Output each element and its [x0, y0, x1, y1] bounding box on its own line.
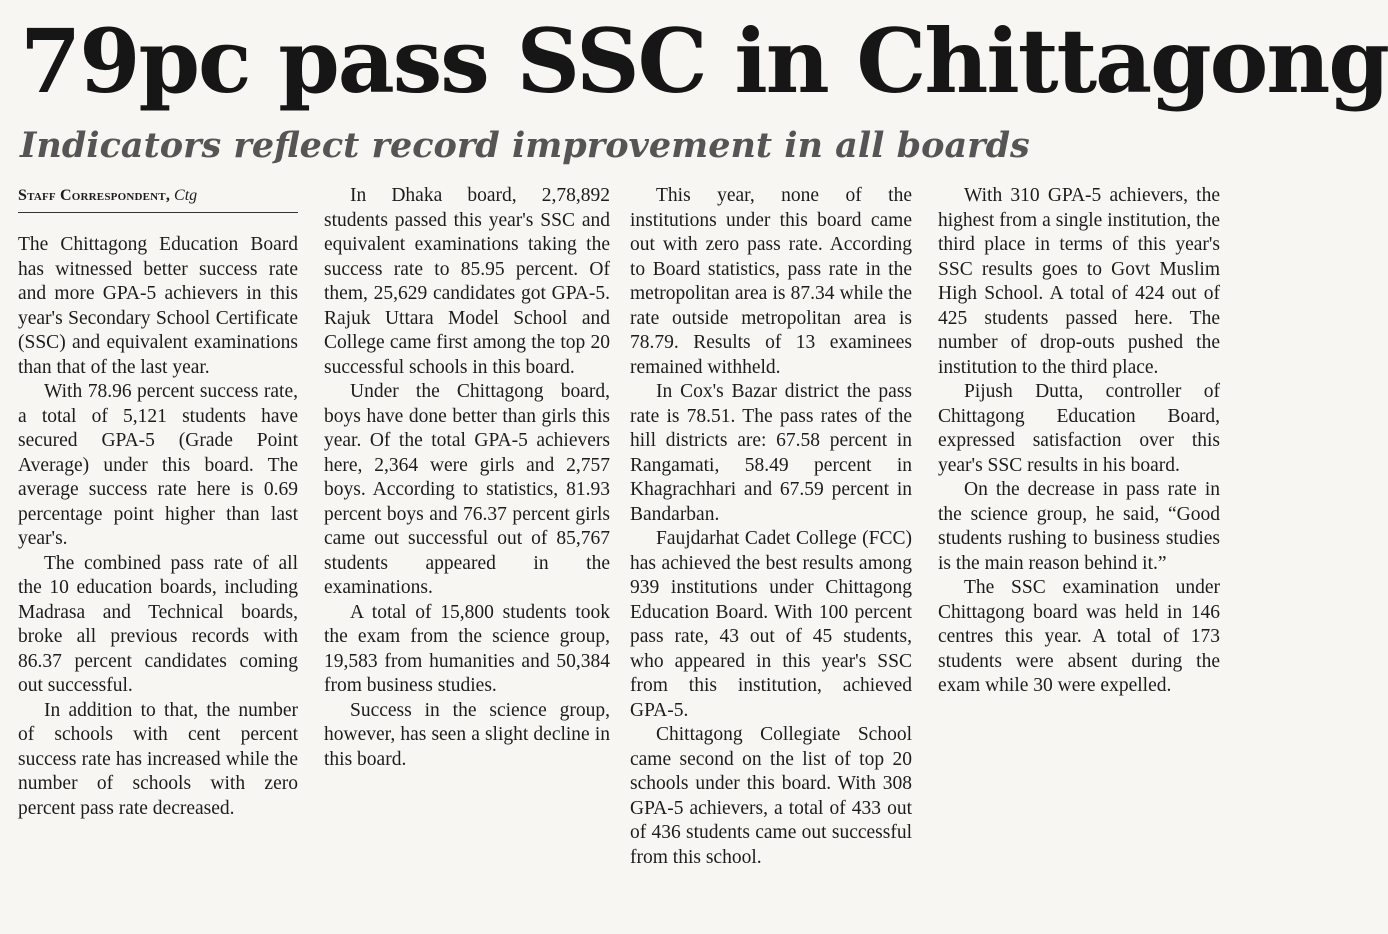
paragraph: In addition to that, the number of schools with cent percent success rate has increased while the number of schools with zero percent pass rate decreased.: [18, 699, 298, 819]
paragraph: Under the Chittagong board, boys have done better than girls this year. Of the total GPA-5 achievers here, 2,364 were girls and 2,757 boys. According to statistics, 81.93 percent boys and 76.37 percent girls came out successful out of 85,767 students appeared in the examinations.: [324, 381, 610, 598]
paragraph: With 78.96 percent success rate, a total of 5,121 students have secured GPA-5 (Grade Point Average) under this board. The average success rate here is 0.69 percentage point higher than last year's.: [18, 381, 298, 549]
paragraph: A total of 15,800 students took the exam from the science group, 19,583 from humanities and 50,384 from business studies.: [324, 601, 610, 696]
headline: 79pc pass SSC in Chittagong: [20, 9, 1388, 113]
paragraph: The SSC examination under Chittagong board was held in 146 centres this year. A total of 173 students were absent during the exam while 30 were expelled.: [938, 577, 1220, 696]
paragraph: Chittagong Collegiate School came second on the list of top 20 schools under this board. With 308 GPA-5 achievers, a total of 433 out of 436 students came out successful from this school.: [630, 724, 912, 868]
paragraph: The Chittagong Education Board has witnessed better success rate and more GPA-5 achievers in this year's Secondary School Certificate (SSC) and equivalent examinations than that of the last year.: [18, 234, 298, 378]
paragraph: The combined pass rate of all the 10 education boards, including Madrasa and Technical boards, broke all previous records with 86.37 percent candidates coming out successful.: [18, 552, 298, 696]
column-4: [938, 184, 1220, 929]
column-3: [630, 184, 912, 929]
byline-name: Staff Correspondent,: [18, 187, 171, 204]
paragraph: In Cox's Bazar district the pass rate is 78.51. The pass rates of the hill districts are: 67.58 percent in Rangamati, 58.49 percent in Khagrachhari and 67.59 percent in Bandarban.: [630, 381, 912, 525]
subheadline: Indicators reflect record improvement in all boards: [20, 125, 1030, 166]
paragraph: Success in the science group, however, has seen a slight decline in this board.: [324, 699, 610, 770]
paragraph: This year, none of the institutions under this board came out with zero pass rate. According to Board statistics, pass rate in the metropolitan area is 87.34 while the rate outside metropolitan area is 78.79. Results of 13 examinees remained withheld.: [630, 185, 912, 378]
byline: [18, 184, 298, 213]
paragraph: In Dhaka board, 2,78,892 students passed this year's SSC and equivalent examinations taking the success rate to 85.95 percent. Of them, 25,629 candidates got GPA-5. Rajuk Uttara Model School and College came first among the top 20 successful schools in this board.: [324, 185, 610, 378]
paragraph: Faujdarhat Cadet College (FCC) has achieved the best results among 939 institutions under Chittagong Education Board. With 100 percent pass rate, 43 out of 45 students, who appeared in this year's SSC from this institution, achieved GPA-5.: [630, 528, 912, 721]
paragraph: With 310 GPA-5 achievers, the highest from a single institution, the third place in terms of this year's SSC results goes to Govt Muslim High School. A total of 424 out of 425 students passed here. The number of drop-outs pushed the institution to the third place.: [938, 185, 1220, 378]
column-1: [18, 184, 298, 929]
article-body: [18, 184, 1220, 929]
byline-location: Ctg: [174, 187, 198, 204]
column-2: [324, 184, 610, 929]
paragraph: On the decrease in pass rate in the science group, he said, “Good students rushing to business studies is the main reason behind it.”: [938, 479, 1220, 574]
paragraph: Pijush Dutta, controller of Chittagong Education Board, expressed satisfaction over this year's SSC results in his board.: [938, 381, 1220, 476]
